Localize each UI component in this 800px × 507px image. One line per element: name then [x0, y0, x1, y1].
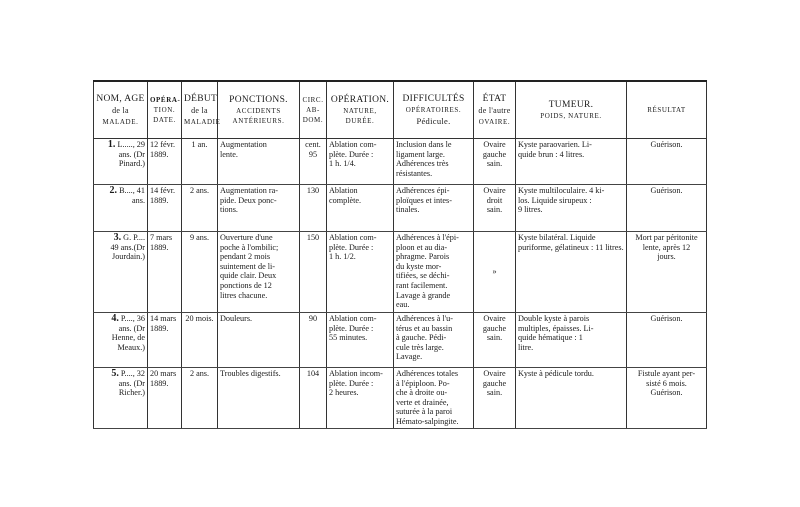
cell-line: gauche	[482, 323, 507, 333]
cell-line: Guérison.	[650, 314, 683, 323]
cell-line: sain.	[486, 388, 503, 398]
cell-line: Adhérences épi-	[396, 186, 450, 195]
cell-line: 2 ans.	[189, 186, 210, 195]
cell-operation-date	[148, 368, 182, 429]
cell-difficulties	[394, 185, 474, 232]
cell-line: ponctions de 12	[220, 280, 272, 290]
cell-line: Mort par péritonite	[635, 233, 698, 242]
cell-difficulties	[394, 313, 474, 368]
cell-line: sain.	[486, 333, 503, 343]
cell-line: Adhérences à l'u-	[396, 314, 453, 323]
cell-line: gauche	[482, 149, 507, 159]
cell-line: quide hématique : 1	[518, 333, 583, 343]
cell-line: Kyste paraovarien. Li-	[518, 140, 592, 149]
cell-line: Meaux.)	[117, 342, 145, 352]
table-row	[94, 368, 707, 429]
header-tumor: TUMEUR. POIDS, NATURE.	[516, 81, 627, 139]
table-row	[94, 313, 707, 368]
cell-line: 12 févr.	[150, 140, 176, 149]
cell-operation-date	[148, 313, 182, 368]
cell-result	[627, 232, 707, 313]
cell-difficulties	[394, 139, 474, 185]
cell-line: Augmentation	[220, 140, 267, 149]
header-ovary-state: ÉTAT de l'autre OVAIRE.	[474, 81, 516, 139]
table-row	[94, 232, 707, 313]
cell-line: che à droite ou-	[396, 388, 448, 398]
cell-line: 1 h. 1/4.	[329, 159, 356, 169]
cell-operation	[327, 232, 394, 313]
cell-line: »	[492, 267, 497, 277]
cell-line: Adhérences très	[396, 159, 449, 169]
cell-line: lente.	[220, 149, 238, 159]
cell-line: Ovaire	[483, 369, 506, 378]
cell-line: 90	[308, 314, 318, 323]
cell-tumor	[516, 139, 627, 185]
cell-line: sisté 6 mois.	[646, 378, 687, 388]
cell-line: térus et au bassin	[396, 323, 453, 333]
table-row	[94, 139, 707, 185]
cell-patient	[94, 139, 148, 185]
cell-line: résistantes.	[396, 168, 433, 178]
cell-line: Kyste multiloculaire. 4 ki-	[518, 186, 605, 195]
cell-line: Adhérences à l'épi-	[396, 233, 459, 242]
cell-patient	[94, 232, 148, 313]
cell-line: plète. Durée :	[329, 378, 374, 388]
cell-line: Lavage à grande	[396, 290, 451, 300]
cell-line: Ablation com-	[329, 140, 377, 149]
cell-circumference	[300, 368, 327, 429]
cell-line: Ablation com-	[329, 233, 377, 242]
case-number: 1.	[107, 139, 116, 150]
cell-line: 9 litres.	[518, 205, 543, 215]
cell-tumor	[516, 368, 627, 429]
cell-line: tinales.	[396, 205, 420, 215]
cell-line: Ablation incom-	[329, 369, 383, 378]
cell-line: 49 ans.(Dr	[110, 242, 145, 252]
cell-line: poche à l'ombilic;	[220, 242, 279, 252]
header-patient: NOM, AGE de la MALADE.	[94, 81, 148, 139]
cell-line: Kyste à pédicule tordu.	[518, 369, 594, 378]
cell-tumor	[516, 313, 627, 368]
cell-line: 55 minutes.	[329, 333, 368, 343]
cell-onset	[182, 139, 218, 185]
cell-line: Guérison.	[650, 388, 683, 398]
cell-line: pide. Deux ponc-	[220, 195, 277, 205]
cell-operation-date	[148, 185, 182, 232]
cell-line: complète.	[329, 195, 362, 205]
cell-tumor	[516, 232, 627, 313]
cell-line: Double kyste à parois	[518, 314, 590, 323]
cell-line: rant facilement.	[396, 280, 448, 290]
cell-line: droit	[486, 195, 503, 205]
cell-line: puriforme, gélatineux : 11 litres.	[518, 242, 624, 252]
cell-punctures	[218, 368, 300, 429]
header-circumference: CIRC. AB- DOM.	[300, 81, 327, 139]
cell-patient	[94, 313, 148, 368]
cell-line: 130	[306, 186, 320, 195]
cell-line: multiples, épaisses. Li-	[518, 323, 594, 333]
cell-line: phragme. Parois	[396, 252, 450, 262]
cell-ovary-state	[474, 185, 516, 232]
cell-line: Richer.)	[118, 388, 145, 398]
cell-result	[627, 313, 707, 368]
case-number: 4.	[111, 313, 119, 324]
header-punctures: PONCTIONS. ACCIDENTS ANTÉRIEURS.	[218, 81, 300, 139]
cell-circumference	[300, 313, 327, 368]
cell-onset	[182, 232, 218, 313]
cell-difficulties	[394, 232, 474, 313]
cell-line: 9 ans.	[189, 233, 210, 242]
table-body	[94, 139, 707, 429]
cell-result	[627, 368, 707, 429]
cell-line: ans. (Dr	[118, 378, 145, 388]
cell-line: 1889.	[150, 378, 169, 388]
cell-line: Ovaire	[483, 140, 506, 149]
cell-ovary-state	[474, 139, 516, 185]
cell-line: Ouverture d'une	[220, 233, 273, 242]
cell-patient	[94, 185, 148, 232]
cell-line: 1 h. 1/2.	[329, 252, 356, 262]
cell-line: Inclusion dans le	[396, 140, 452, 149]
cell-line: quide brun : 4 litres.	[518, 149, 585, 159]
cell-line: plète. Durée :	[329, 323, 374, 333]
cell-line: gauche	[482, 378, 507, 388]
cell-circumference	[300, 139, 327, 185]
cell-punctures	[218, 232, 300, 313]
header-operation-date: OPÉRA- TION. DATE.	[148, 81, 182, 139]
cell-line: Ovaire	[483, 186, 506, 195]
cell-circumference	[300, 232, 327, 313]
cell-line: 104	[306, 369, 320, 378]
case-number: 5.	[111, 368, 119, 379]
case-table	[93, 80, 707, 429]
cell-circumference	[300, 185, 327, 232]
cell-line: suintement de li-	[220, 261, 276, 271]
cell-line: P...., 32	[120, 369, 145, 378]
cell-line: jours.	[657, 252, 676, 262]
cell-line: 1889.	[150, 149, 169, 159]
cell-line: ans. (Dr	[118, 323, 145, 333]
cell-line: 2 heures.	[329, 388, 359, 398]
cell-line: Adhérences totales	[396, 369, 459, 378]
cell-operation-date	[148, 139, 182, 185]
cell-line: sain.	[486, 205, 503, 215]
cell-line: 150	[306, 233, 320, 242]
cell-line: Ablation com-	[329, 314, 377, 323]
cell-ovary-state	[474, 232, 516, 313]
cell-line: Guérison.	[650, 186, 683, 195]
cell-line: ploïques et intes-	[396, 195, 452, 205]
header-result: RÉSULTAT	[627, 81, 707, 139]
cell-line: Fistule ayant per-	[637, 369, 696, 378]
cell-line: litre.	[518, 342, 534, 352]
cell-line: ligament large.	[396, 149, 445, 159]
cell-line: pendant 2 mois	[220, 252, 271, 262]
cell-line: cule très large.	[396, 342, 444, 352]
cell-line: 1889.	[150, 242, 169, 252]
header-operation: OPÉRATION. NATURE, DURÉE.	[327, 81, 394, 139]
cell-line: plète. Durée :	[329, 242, 374, 252]
cell-operation	[327, 313, 394, 368]
cell-line: G. P....	[123, 233, 145, 242]
cell-onset	[182, 368, 218, 429]
cell-line: à gauche. Pédi-	[396, 333, 447, 343]
cell-line: lente, après 12	[642, 242, 691, 252]
cell-line: L....., 29	[117, 140, 145, 149]
cell-line: ploon et au dia-	[396, 242, 448, 252]
case-number: 3.	[113, 232, 122, 243]
cell-line: à l'épiploon. Po-	[396, 378, 450, 388]
cell-line: du kyste mor-	[396, 261, 442, 271]
cell-patient	[94, 368, 148, 429]
cell-line: Troubles digestifs.	[220, 369, 281, 378]
cell-line: 95	[308, 149, 318, 159]
cell-line: 14 mars	[150, 314, 177, 323]
cell-line: Henne, de	[111, 333, 145, 343]
cell-ovary-state	[474, 313, 516, 368]
table-row	[94, 185, 707, 232]
cell-line: Ablation	[329, 186, 358, 195]
cell-punctures	[218, 313, 300, 368]
cell-onset	[182, 185, 218, 232]
header-row	[94, 81, 707, 139]
cell-line: 1889.	[150, 195, 169, 205]
cell-operation	[327, 368, 394, 429]
cell-operation	[327, 139, 394, 185]
cell-line: Guérison.	[650, 140, 683, 149]
cell-line: eau.	[396, 300, 410, 310]
cell-line: tions.	[220, 205, 238, 215]
cell-punctures	[218, 185, 300, 232]
cell-line: Jourdain.)	[112, 252, 145, 262]
cell-line: ans.	[132, 195, 145, 205]
header-difficulties: DIFFICULTÉS OPÉRATOIRES. Pédicule.	[394, 81, 474, 139]
cell-line: Augmentation ra-	[220, 186, 278, 195]
cell-line: Pinard.)	[118, 159, 145, 169]
cell-line: cent.	[305, 140, 321, 149]
cell-result	[627, 185, 707, 232]
cell-line: ans. (Dr	[118, 149, 145, 159]
cell-line: B...., 41	[119, 186, 145, 195]
cell-line: Kyste bilatéral. Liquide	[518, 233, 596, 242]
cell-ovary-state	[474, 368, 516, 429]
cell-line: litres chacune.	[220, 290, 268, 300]
cell-line: 1 an.	[191, 140, 208, 149]
cell-line: 20 mars	[150, 369, 177, 378]
cell-line: 2 ans.	[189, 369, 210, 378]
cell-line: suturée à la paroi	[396, 407, 453, 417]
case-number: 2.	[109, 185, 118, 196]
cell-line: 14 févr.	[150, 186, 176, 195]
cell-line: sain.	[486, 159, 503, 169]
cell-operation-date	[148, 232, 182, 313]
cell-operation	[327, 185, 394, 232]
cell-difficulties	[394, 368, 474, 429]
cell-punctures	[218, 139, 300, 185]
cell-tumor	[516, 185, 627, 232]
cell-line: quide clair. Deux	[220, 271, 277, 281]
cell-line: 1889.	[150, 323, 169, 333]
cell-line: Hémato-salpingite.	[396, 416, 459, 426]
cell-line: plète. Durée :	[329, 149, 374, 159]
header-onset: DÉBUT de la MALADIE	[182, 81, 218, 139]
cell-result	[627, 139, 707, 185]
cell-line: P...., 36	[120, 314, 145, 323]
cell-line: Douleurs.	[220, 314, 253, 323]
cell-line: los. Liquide sirupeux :	[518, 195, 592, 205]
cell-line: verte et drainée,	[396, 397, 449, 407]
cell-line: tifiées, se déchi-	[396, 271, 450, 281]
cell-line: 7 mars	[150, 233, 173, 242]
cell-line: 20 mois.	[185, 314, 214, 323]
cell-line: Lavage.	[396, 352, 423, 362]
cell-onset	[182, 313, 218, 368]
cell-line: Ovaire	[483, 314, 506, 323]
